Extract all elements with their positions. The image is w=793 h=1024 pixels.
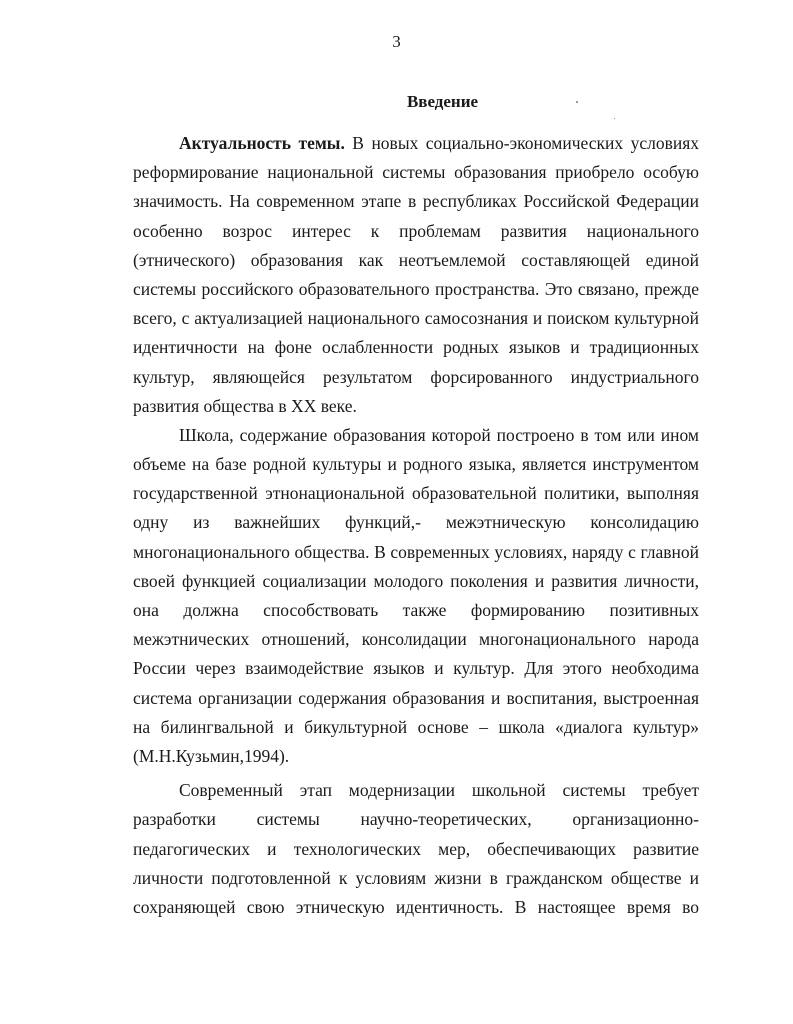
text-line: Актуальность темы. В новых социально-экономических условиях (179, 133, 699, 153)
text-line: (М.Н.Кузьмин,1994). (133, 745, 290, 766)
body-text (133, 129, 699, 922)
paragraph-school (133, 421, 699, 771)
paragraph-relevance (133, 129, 699, 421)
scan-speck (576, 101, 578, 103)
text-line: развития общества в XX веке. (133, 395, 357, 416)
relevance-lead: Актуальность темы. (179, 133, 345, 153)
text-line: разработки системы научно-теоретических, организационно- (133, 809, 699, 830)
text-line: многонационального общества. В современных условиях, наряду с главной (133, 541, 699, 562)
text-line: на билингвальной и бикультурной основе – школа «диалога культур» (133, 716, 699, 737)
section-heading: Введение (406, 92, 479, 111)
scan-speck (614, 118, 615, 119)
text-line: система организации содержания образования и воспитания, выстроенная (133, 687, 699, 708)
text-line: Современный этап модернизации школьной системы требует (179, 780, 699, 801)
text-line: культур, являющейся результатом форсированного индустриального (133, 366, 699, 387)
page-number: 3 (392, 32, 401, 51)
paragraph-modernization (133, 776, 699, 922)
text-line: объеме на базе родной культуры и родного языка, является инструментом (133, 454, 699, 475)
text-line: особенно возрос интерес к проблемам развития национального (133, 220, 699, 241)
text-line: России через взаимодействие языков и культур. Для этого необходима (133, 658, 699, 679)
text-line: она должна способствовать также формированию позитивных (133, 600, 699, 620)
text-line: личности подготовленной к условиям жизни в гражданском обществе и (133, 867, 699, 888)
text-line: одну из важнейших функций,- межэтническую консолидацию (133, 512, 699, 533)
text-line: значимость. На современном этапе в республиках Российской Федерации (133, 191, 699, 212)
text-line: межэтнических отношений, консолидации многонационального народа (133, 629, 699, 650)
text-line: государственной этнонациональной образовательной политики, выполняя (133, 483, 699, 504)
text-line: педагогических и технологических мер, обеспечивающих развитие (133, 838, 699, 859)
text-line: своей функцией социализации молодого поколения и развития личности, (133, 570, 699, 591)
text-line: всего, с актуализацией национального самосознания и поиском культурной (133, 308, 699, 329)
text-line: реформирование национальной системы образования приобрело особую (133, 162, 699, 183)
text-line: Школа, содержание образования которой построено в том или ином (179, 424, 699, 445)
text-line: сохраняющей свою этническую идентичность. В настоящее время во (133, 896, 699, 917)
text-line: (этнического) образования как неотъемлемой составляющей единой (133, 249, 699, 270)
text-line: системы российского образовательного пространства. Это связано, прежде (133, 278, 699, 299)
text-line: идентичности на фоне ослабленности родных языков и традиционных (133, 337, 699, 358)
